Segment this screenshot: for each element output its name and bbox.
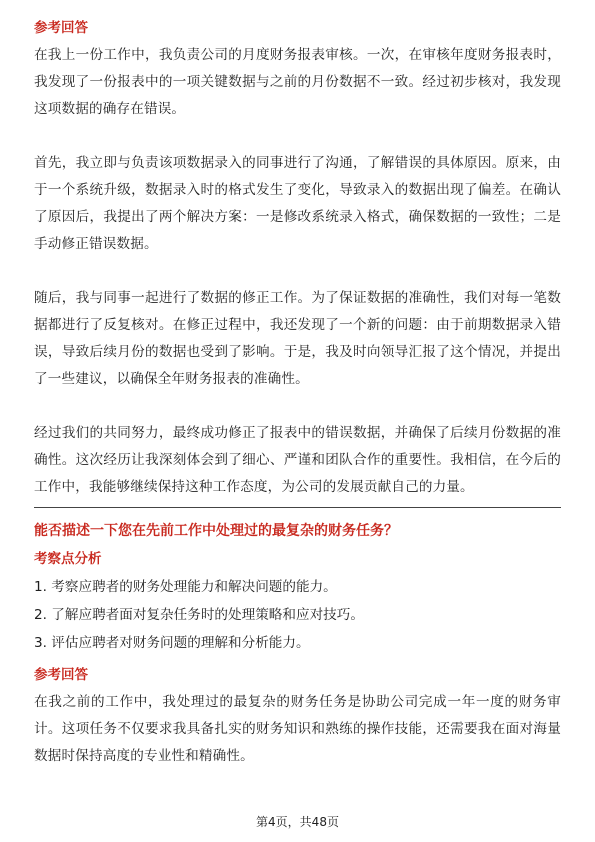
answer-label: 参考回答: [34, 667, 88, 683]
answer-paragraph: 在我之前的工作中，我处理过的最复杂的财务任务是协助公司完成一年一度的财务审计。这项任务不仅要求我具备扎实的财务知识和熟练的操作技能，还需要我在面对海量数据时保持高度的专业性和精确性。: [34, 694, 561, 764]
list-item: 3. 评估应聘者对财务问题的理解和分析能力。: [34, 635, 310, 651]
answer-paragraph: 在我上一份工作中，我负责公司的月度财务报表审核。一次，在审核年度财务报表时，我发现了一份报表中的一项关键数据与之前的月份数据不一致。经过初步核对，我发现这项数据的确存在错误。: [34, 47, 561, 117]
answer-paragraph: 经过我们的共同努力，最终成功修正了报表中的错误数据，并确保了后续月份数据的准确性。这次经历让我深刻体会到了细心、严谨和团队合作的重要性。我相信，在今后的工作中，我能够继续保持这种工作态度，为公司的发展贡献自己的力量。: [34, 425, 561, 495]
analysis-list: [34, 573, 561, 657]
list-item: 1. 考察应聘者的财务处理能力和解决问题的能力。: [34, 579, 337, 595]
question-title: 能否描述一下您在先前工作中处理过的最复杂的财务任务？: [34, 523, 398, 539]
list-item: 2. 了解应聘者面对复杂任务时的处理策略和应对技巧。: [34, 607, 364, 623]
answer-label: 参考回答: [34, 20, 88, 36]
answer-paragraph: 随后，我与同事一起进行了数据的修正工作。为了保证数据的准确性，我们对每一笔数据都进行了反复核对。在修正过程中，我还发现了一个新的问题：由于前期数据录入错误，导致后续月份的数据也受到了影响。于是，我及时向领导汇报了这个情况，并提出了一些建议，以确保全年财务报表的准确性。: [34, 290, 561, 387]
page-number: 第4页，共48页: [256, 815, 339, 829]
analysis-label: 考察点分析: [34, 551, 102, 567]
answer-paragraph: 首先，我立即与负责该项数据录入的同事进行了沟通，了解错误的具体原因。原来，由于一个系统升级，数据录入时的格式发生了变化，导致录入的数据出现了偏差。在确认了原因后，我提出了两个解决方案：一是修改系统录入格式，确保数据的一致性；二是手动修正错误数据。: [34, 155, 561, 252]
section-divider: [34, 507, 561, 508]
